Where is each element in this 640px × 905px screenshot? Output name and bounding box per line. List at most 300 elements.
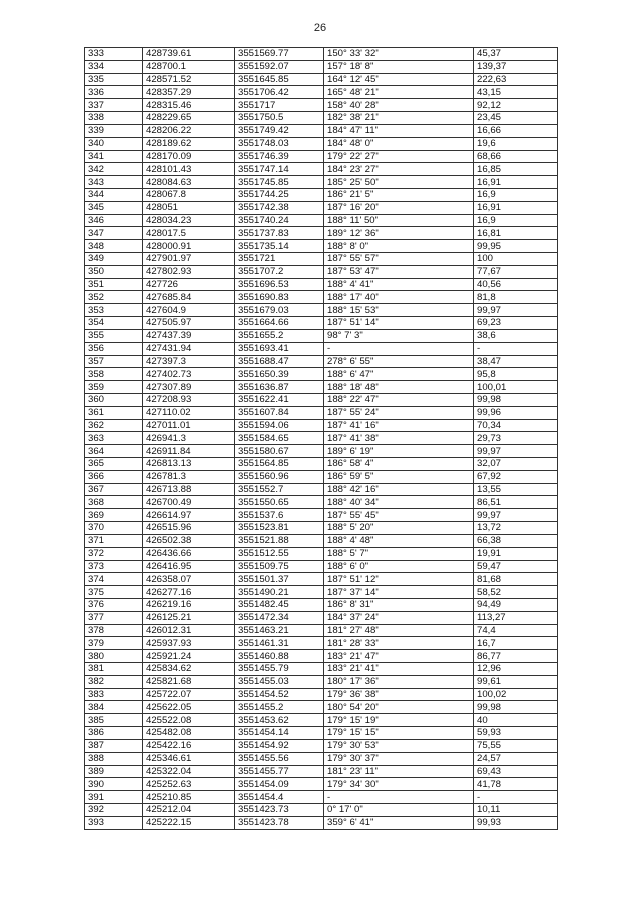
point-number-cell: 335 [85,73,143,86]
direction-angle-cell: 179° 30' 53" [324,739,474,752]
point-number-cell: 337 [85,99,143,112]
direction-angle-cell: 181° 28' 33" [324,637,474,650]
table-row [85,291,558,304]
x-coordinate-cell: 428000.91 [143,240,235,253]
table-row [85,663,558,676]
table-row [85,714,558,727]
distance-cell: 81,68 [474,573,558,586]
x-coordinate-cell: 428084.63 [143,176,235,189]
direction-angle-cell: 188° 17' 40" [324,291,474,304]
direction-angle-cell: 187° 51' 14" [324,317,474,330]
distance-cell: 92,12 [474,99,558,112]
distance-cell: 99,97 [474,304,558,317]
direction-angle-cell: 187° 16' 20" [324,201,474,214]
y-coordinate-cell: 3551594.06 [235,419,324,432]
point-number-cell: 350 [85,265,143,278]
x-coordinate-cell: 427437.39 [143,329,235,342]
direction-angle-cell: 179° 34' 30" [324,778,474,791]
x-coordinate-cell: 425222.15 [143,816,235,829]
point-number-cell: 383 [85,688,143,701]
y-coordinate-cell: 3551744.25 [235,188,324,201]
distance-cell: 100 [474,253,558,266]
direction-angle-cell: 187° 55' 24" [324,406,474,419]
point-number-cell: 363 [85,432,143,445]
direction-angle-cell: 188° 11' 50" [324,214,474,227]
distance-cell: 222,63 [474,73,558,86]
direction-angle-cell: 188° 5' 7" [324,547,474,560]
table-row [85,329,558,342]
point-number-cell: 343 [85,176,143,189]
point-number-cell: 372 [85,547,143,560]
point-number-cell: 344 [85,188,143,201]
direction-angle-cell: 189° 12' 36" [324,227,474,240]
x-coordinate-cell: 428067.8 [143,188,235,201]
table-row [85,419,558,432]
direction-angle-cell: 189° 6' 19" [324,445,474,458]
y-coordinate-cell: 3551690.83 [235,291,324,304]
point-number-cell: 366 [85,470,143,483]
x-coordinate-cell: 428229.65 [143,112,235,125]
point-number-cell: 338 [85,112,143,125]
y-coordinate-cell: 3551501.37 [235,573,324,586]
table-row [85,99,558,112]
distance-cell: 29,73 [474,432,558,445]
direction-angle-cell: 187° 55' 45" [324,509,474,522]
point-number-cell: 388 [85,752,143,765]
y-coordinate-cell: 3551584.65 [235,432,324,445]
coordinates-table [84,47,558,830]
table-row [85,393,558,406]
direction-angle-cell: 98° 7' 3" [324,329,474,342]
table-row [85,739,558,752]
distance-cell: 16,9 [474,188,558,201]
x-coordinate-cell: 425722.07 [143,688,235,701]
distance-cell: 40 [474,714,558,727]
point-number-cell: 377 [85,611,143,624]
x-coordinate-cell: 425346.61 [143,752,235,765]
direction-angle-cell: 158° 40' 28" [324,99,474,112]
distance-cell: 13,55 [474,483,558,496]
x-coordinate-cell: 426813.13 [143,458,235,471]
point-number-cell: 351 [85,278,143,291]
point-number-cell: 357 [85,355,143,368]
x-coordinate-cell: 426614.97 [143,509,235,522]
direction-angle-cell: 186° 21' 5" [324,188,474,201]
table-row [85,598,558,611]
distance-cell: 99,95 [474,240,558,253]
direction-angle-cell: 188° 4' 41" [324,278,474,291]
table-row [85,470,558,483]
table-row [85,253,558,266]
point-number-cell: 391 [85,791,143,804]
y-coordinate-cell: 3551454.4 [235,791,324,804]
distance-cell: 100,01 [474,381,558,394]
distance-cell: 99,97 [474,509,558,522]
distance-cell: 68,66 [474,150,558,163]
point-number-cell: 390 [85,778,143,791]
point-number-cell: 339 [85,124,143,137]
table-row [85,86,558,99]
x-coordinate-cell: 425821.68 [143,675,235,688]
table-row [85,406,558,419]
point-number-cell: 392 [85,803,143,816]
point-number-cell: 379 [85,637,143,650]
direction-angle-cell: 186° 59' 5" [324,470,474,483]
distance-cell: 69,23 [474,317,558,330]
x-coordinate-cell: 425422.16 [143,739,235,752]
x-coordinate-cell: 425210.85 [143,791,235,804]
point-number-cell: 352 [85,291,143,304]
distance-cell: 16,85 [474,163,558,176]
table-row [85,150,558,163]
y-coordinate-cell: 3551742.38 [235,201,324,214]
table-row [85,637,558,650]
x-coordinate-cell: 426941.3 [143,432,235,445]
direction-angle-cell: 187° 41' 16" [324,419,474,432]
point-number-cell: 359 [85,381,143,394]
x-coordinate-cell: 427685.84 [143,291,235,304]
x-coordinate-cell: 427726 [143,278,235,291]
distance-cell: 16,7 [474,637,558,650]
direction-angle-cell: 182° 38' 21" [324,112,474,125]
distance-cell: - [474,791,558,804]
table-row [85,803,558,816]
table-row [85,163,558,176]
x-coordinate-cell: 428739.61 [143,48,235,61]
direction-angle-cell: 188° 22' 47" [324,393,474,406]
y-coordinate-cell: 3551737.83 [235,227,324,240]
table-row [85,778,558,791]
distance-cell: 95,8 [474,368,558,381]
y-coordinate-cell: 3551537.6 [235,509,324,522]
table-row [85,112,558,125]
table-row [85,765,558,778]
distance-cell: 74,4 [474,624,558,637]
distance-cell: 24,57 [474,752,558,765]
distance-cell: 69,43 [474,765,558,778]
point-number-cell: 370 [85,522,143,535]
table-row [85,573,558,586]
x-coordinate-cell: 426713.88 [143,483,235,496]
table-row [85,124,558,137]
distance-cell: 70,34 [474,419,558,432]
distance-cell: 99,61 [474,675,558,688]
table-row [85,701,558,714]
distance-cell: 16,66 [474,124,558,137]
table-row [85,304,558,317]
table-row [85,73,558,86]
x-coordinate-cell: 427307.89 [143,381,235,394]
distance-cell: 12,96 [474,663,558,676]
y-coordinate-cell: 3551580.67 [235,445,324,458]
y-coordinate-cell: 3551453.62 [235,714,324,727]
direction-angle-cell: 188° 8' 0" [324,240,474,253]
distance-cell: 99,96 [474,406,558,419]
distance-cell: 86,77 [474,650,558,663]
point-number-cell: 386 [85,727,143,740]
y-coordinate-cell: 3551693.41 [235,342,324,355]
distance-cell: 75,55 [474,739,558,752]
y-coordinate-cell: 3551664.66 [235,317,324,330]
y-coordinate-cell: 3551655.2 [235,329,324,342]
point-number-cell: 336 [85,86,143,99]
direction-angle-cell: 179° 15' 15" [324,727,474,740]
point-number-cell: 364 [85,445,143,458]
table-row [85,317,558,330]
direction-angle-cell: 188° 42' 16" [324,483,474,496]
point-number-cell: 389 [85,765,143,778]
direction-angle-cell: 186° 58' 4" [324,458,474,471]
direction-angle-cell: 188° 15' 53" [324,304,474,317]
point-number-cell: 361 [85,406,143,419]
distance-cell: 23,45 [474,112,558,125]
y-coordinate-cell: 3551463.21 [235,624,324,637]
y-coordinate-cell: 3551735.14 [235,240,324,253]
direction-angle-cell: 179° 36' 38" [324,688,474,701]
y-coordinate-cell: 3551748.03 [235,137,324,150]
table-row [85,342,558,355]
y-coordinate-cell: 3551688.47 [235,355,324,368]
distance-cell: 45,37 [474,48,558,61]
point-number-cell: 380 [85,650,143,663]
y-coordinate-cell: 3551592.07 [235,60,324,73]
table-row [85,137,558,150]
x-coordinate-cell: 426358.07 [143,573,235,586]
direction-angle-cell: 359° 6' 41" [324,816,474,829]
point-number-cell: 393 [85,816,143,829]
x-coordinate-cell: 427901.97 [143,253,235,266]
y-coordinate-cell: 3551747.14 [235,163,324,176]
y-coordinate-cell: 3551749.42 [235,124,324,137]
distance-cell: 38,47 [474,355,558,368]
x-coordinate-cell: 427110.02 [143,406,235,419]
y-coordinate-cell: 3551746.39 [235,150,324,163]
point-number-cell: 374 [85,573,143,586]
distance-cell: - [474,342,558,355]
y-coordinate-cell: 3551745.85 [235,176,324,189]
y-coordinate-cell: 3551650.39 [235,368,324,381]
y-coordinate-cell: 3551552.7 [235,483,324,496]
distance-cell: 59,93 [474,727,558,740]
direction-angle-cell: 180° 54' 20" [324,701,474,714]
point-number-cell: 382 [85,675,143,688]
direction-angle-cell: 150° 33' 32" [324,48,474,61]
x-coordinate-cell: 425921.24 [143,650,235,663]
x-coordinate-cell: 428315.46 [143,99,235,112]
y-coordinate-cell: 3551560.96 [235,470,324,483]
point-number-cell: 367 [85,483,143,496]
direction-angle-cell: 187° 55' 57" [324,253,474,266]
x-coordinate-cell: 425212.04 [143,803,235,816]
table-row [85,355,558,368]
y-coordinate-cell: 3551564.85 [235,458,324,471]
distance-cell: 16,91 [474,201,558,214]
y-coordinate-cell: 3551454.52 [235,688,324,701]
table-row [85,458,558,471]
direction-angle-cell: 188° 40' 34" [324,496,474,509]
direction-angle-cell: 179° 30' 37" [324,752,474,765]
table-row [85,483,558,496]
y-coordinate-cell: 3551461.31 [235,637,324,650]
point-number-cell: 349 [85,253,143,266]
y-coordinate-cell: 3551679.03 [235,304,324,317]
table-row [85,752,558,765]
direction-angle-cell: 188° 18' 48" [324,381,474,394]
table-row [85,675,558,688]
y-coordinate-cell: 3551696.53 [235,278,324,291]
point-number-cell: 333 [85,48,143,61]
direction-angle-cell: 165° 48' 21" [324,86,474,99]
point-number-cell: 387 [85,739,143,752]
point-number-cell: 365 [85,458,143,471]
distance-cell: 99,93 [474,816,558,829]
point-number-cell: 369 [85,509,143,522]
x-coordinate-cell: 425834.62 [143,663,235,676]
direction-angle-cell: 187° 53' 47" [324,265,474,278]
table-row [85,188,558,201]
y-coordinate-cell: 3551622.41 [235,393,324,406]
point-number-cell: 346 [85,214,143,227]
table-row [85,265,558,278]
y-coordinate-cell: 3551454.14 [235,727,324,740]
direction-angle-cell: 184° 48' 0" [324,137,474,150]
point-number-cell: 342 [85,163,143,176]
x-coordinate-cell: 428571.52 [143,73,235,86]
x-coordinate-cell: 426781.3 [143,470,235,483]
direction-angle-cell: 184° 37' 24" [324,611,474,624]
x-coordinate-cell: 425937.93 [143,637,235,650]
distance-cell: 113,27 [474,611,558,624]
point-number-cell: 356 [85,342,143,355]
table-row [85,522,558,535]
table-row [85,496,558,509]
point-number-cell: 353 [85,304,143,317]
direction-angle-cell: 187° 41' 38" [324,432,474,445]
y-coordinate-cell: 3551509.75 [235,560,324,573]
table-row [85,60,558,73]
table-row [85,534,558,547]
x-coordinate-cell: 426277.16 [143,586,235,599]
x-coordinate-cell: 428700.1 [143,60,235,73]
table-row [85,201,558,214]
direction-angle-cell: 188° 5' 20" [324,522,474,535]
y-coordinate-cell: 3551706.42 [235,86,324,99]
y-coordinate-cell: 3551455.2 [235,701,324,714]
x-coordinate-cell: 426515.96 [143,522,235,535]
direction-angle-cell: 180° 17' 36" [324,675,474,688]
direction-angle-cell: 185° 25' 50" [324,176,474,189]
y-coordinate-cell: 3551490.21 [235,586,324,599]
point-number-cell: 340 [85,137,143,150]
point-number-cell: 355 [85,329,143,342]
table-row [85,560,558,573]
x-coordinate-cell: 428034.23 [143,214,235,227]
x-coordinate-cell: 426012.31 [143,624,235,637]
table-row [85,445,558,458]
x-coordinate-cell: 428357.29 [143,86,235,99]
y-coordinate-cell: 3551636.87 [235,381,324,394]
y-coordinate-cell: 3551455.77 [235,765,324,778]
point-number-cell: 347 [85,227,143,240]
direction-angle-cell: 187° 51' 12" [324,573,474,586]
table-row [85,816,558,829]
table-row [85,509,558,522]
direction-angle-cell: 186° 8' 31" [324,598,474,611]
x-coordinate-cell: 428189.62 [143,137,235,150]
point-number-cell: 376 [85,598,143,611]
x-coordinate-cell: 427604.9 [143,304,235,317]
distance-cell: 41,78 [474,778,558,791]
y-coordinate-cell: 3551512.55 [235,547,324,560]
direction-angle-cell: 188° 6' 47" [324,368,474,381]
x-coordinate-cell: 427802.93 [143,265,235,278]
y-coordinate-cell: 3551721 [235,253,324,266]
y-coordinate-cell: 3551750.5 [235,112,324,125]
x-coordinate-cell: 425482.08 [143,727,235,740]
direction-angle-cell: 157° 18' 8" [324,60,474,73]
point-number-cell: 375 [85,586,143,599]
table-row [85,611,558,624]
point-number-cell: 354 [85,317,143,330]
point-number-cell: 341 [85,150,143,163]
table-row [85,547,558,560]
direction-angle-cell: 179° 15' 19" [324,714,474,727]
distance-cell: 19,6 [474,137,558,150]
direction-angle-cell: 184° 47' 11" [324,124,474,137]
table-row [85,688,558,701]
direction-angle-cell: 187° 37' 14" [324,586,474,599]
y-coordinate-cell: 3551423.78 [235,816,324,829]
table-row [85,381,558,394]
direction-angle-cell: 278° 6' 55" [324,355,474,368]
distance-cell: 19,91 [474,547,558,560]
x-coordinate-cell: 427431.94 [143,342,235,355]
y-coordinate-cell: 3551707.2 [235,265,324,278]
point-number-cell: 362 [85,419,143,432]
point-number-cell: 385 [85,714,143,727]
distance-cell: 16,9 [474,214,558,227]
point-number-cell: 384 [85,701,143,714]
x-coordinate-cell: 425522.08 [143,714,235,727]
y-coordinate-cell: 3551717 [235,99,324,112]
distance-cell: 99,98 [474,393,558,406]
point-number-cell: 334 [85,60,143,73]
direction-angle-cell: 179° 22' 27" [324,150,474,163]
y-coordinate-cell: 3551423.73 [235,803,324,816]
x-coordinate-cell: 428051 [143,201,235,214]
direction-angle-cell: 184° 23' 27" [324,163,474,176]
point-number-cell: 381 [85,663,143,676]
y-coordinate-cell: 3551472.34 [235,611,324,624]
distance-cell: 100,02 [474,688,558,701]
table-row [85,240,558,253]
y-coordinate-cell: 3551482.45 [235,598,324,611]
distance-cell: 10,11 [474,803,558,816]
x-coordinate-cell: 427208.93 [143,393,235,406]
distance-cell: 86,51 [474,496,558,509]
table-row [85,586,558,599]
direction-angle-cell: - [324,342,474,355]
x-coordinate-cell: 427505.97 [143,317,235,330]
y-coordinate-cell: 3551645.85 [235,73,324,86]
x-coordinate-cell: 426219.16 [143,598,235,611]
direction-angle-cell: 188° 4' 48" [324,534,474,547]
y-coordinate-cell: 3551550.65 [235,496,324,509]
x-coordinate-cell: 426502.38 [143,534,235,547]
distance-cell: 32,07 [474,458,558,471]
point-number-cell: 378 [85,624,143,637]
direction-angle-cell: 183° 21' 47" [324,650,474,663]
